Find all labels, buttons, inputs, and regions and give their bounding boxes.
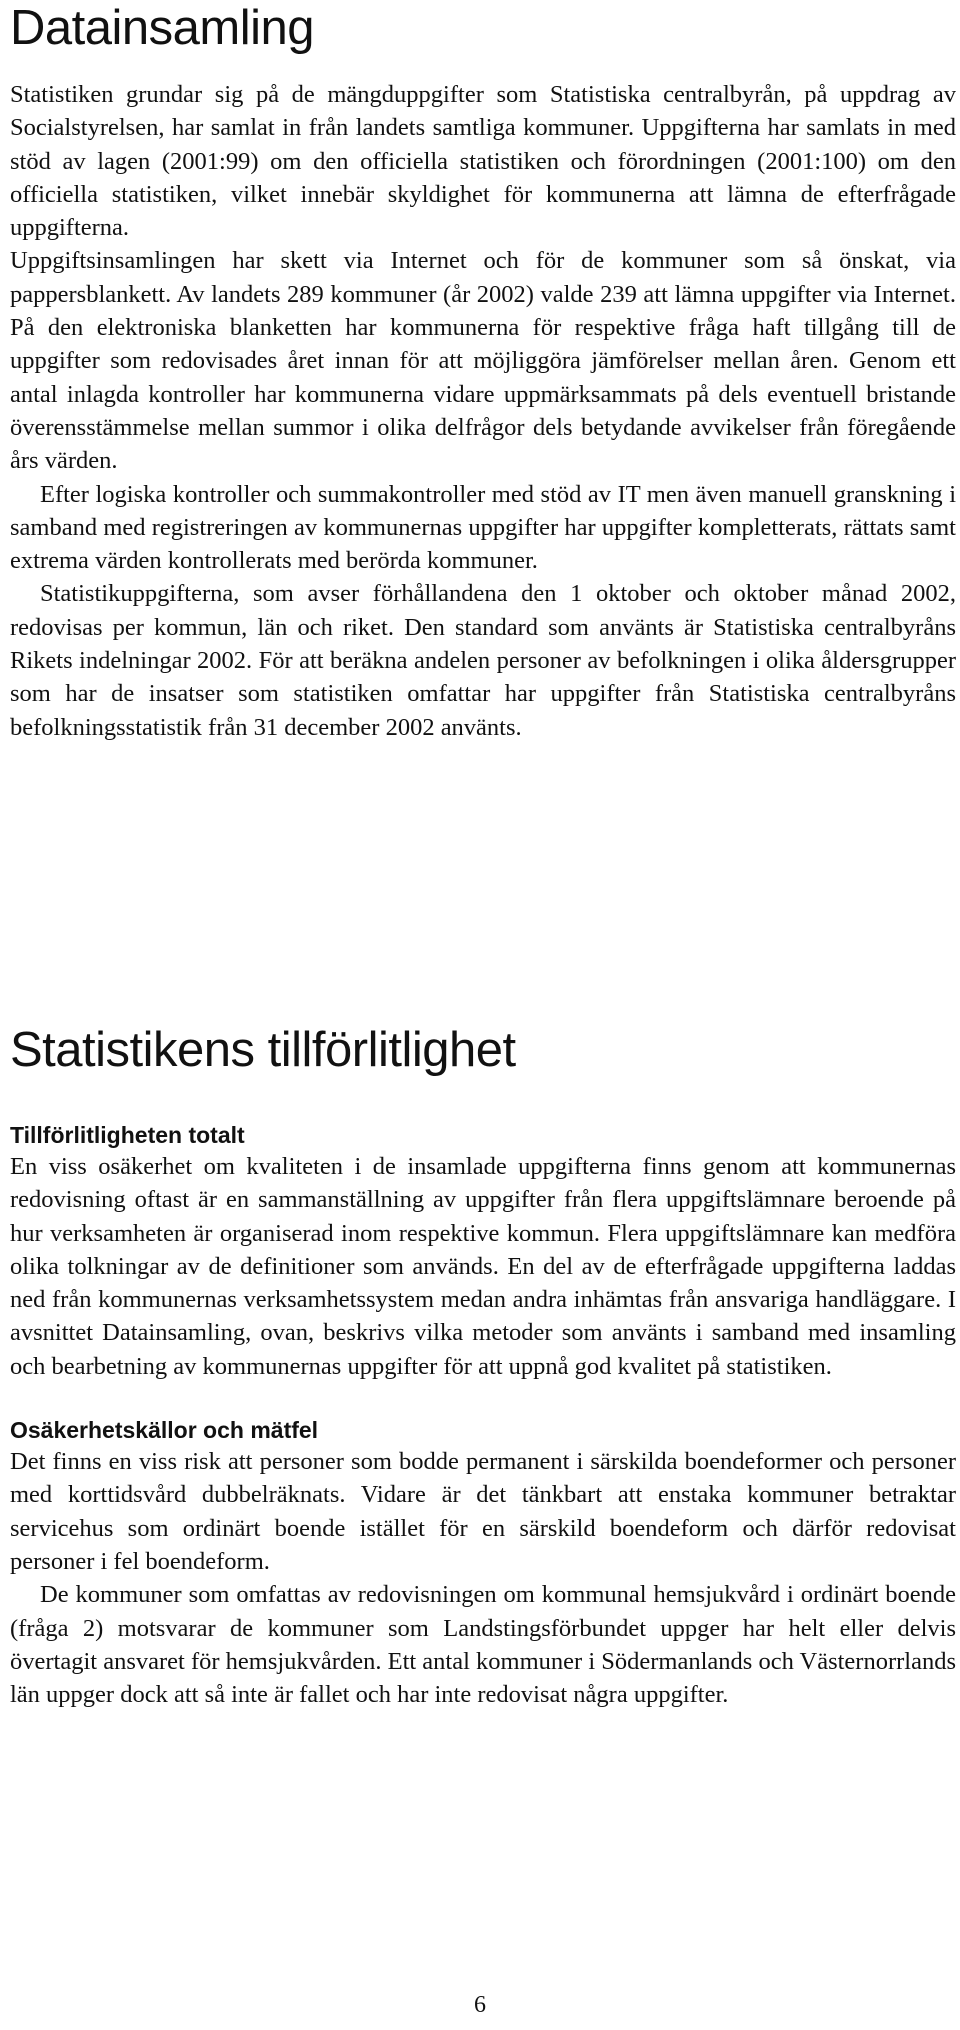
paragraph: Efter logiska kontroller och summakontroller med stöd av IT men även manuell granskning i samband med registreringen av kommunernas uppgifter har uppgifter kompletterats, rättats samt extrema värden kontrollerats med berörda kommuner. [10, 480, 956, 575]
paragraph: Det finns en viss risk att personer som bodde permanent i särskilda boendeformer och personer med korttidsvård dubbelräknats. Vidare är det tänkbart att enstaka kommuner betraktar servicehus som ordinärt boende istället för en särskild boendeform och därför redovisat personer i fel boendeform. [10, 1448, 956, 1575]
paragraph: Uppgiftsinsamlingen har skett via Internet och för de kommuner som så önskat, via pappersblankett. Av landets 289 kommuner (år 2002) valde 239 att lämna uppgifter via Internet. På den elektroniska blanketten har kommunerna för respektive fråga haft tillgång till de uppgifter som redovisades året innan för att möjliggöra jämförelser mellan åren. Genom ett antal inlagda kontroller har kommunerna vidare uppmärksammats på dels eventuell bristande överensstämmelse mellan summor i olika delfrågor dels betydande avvikelser från föregående års värden. [10, 247, 956, 475]
section-title: Statistikens tillförlitlighet [10, 1023, 516, 1077]
subsection-heading: Tillförlitligheten totalt [10, 1122, 245, 1148]
section-tillforlitlighet [10, 1022, 956, 1711]
paragraph: En viss osäkerhet om kvaliteten i de insamlade uppgifterna finns genom att kommunernas redovisning oftast är en sammanställning av uppgifter från flera uppgiftslämnare beroende på hur verksamheten är organiserad inom respektive kommun. Flera uppgiftslämnare kan medföra olika tolkningar av de definitioner som används. En del av de efterfrågade uppgifterna laddas ned från kommunernas verksamhetssystem medan andra inhämtas från ansvariga handläggare. I avsnittet Datainsamling, ovan, beskrivs vilka metoder som använts i samband med insamling och bearbetning av kommunernas uppgifter för att uppnå god kvalitet på statistiken. [10, 1153, 956, 1380]
page-number: 6 [474, 1992, 486, 2018]
subsection-heading: Osäkerhetskällor och mätfel [10, 1417, 319, 1444]
paragraph: Statistiken grundar sig på de mängduppgifter som Statistiska centralbyrån, på uppdrag av Socialstyrelsen, har samlat in från landets samtliga kommuner. Uppgifterna har samlats in med stöd av lagen (2001:99) om den officiella statistiken och förordningen (2001:100) om den officiella statistiken, vilket innebär skyldighet för kommunerna att lämna de efterfrågade uppgifterna. [10, 81, 956, 242]
page-title: Datainsamling [10, 1, 314, 55]
section-datainsamling [10, 0, 956, 744]
paragraph: Statistikuppgifterna, som avser förhållandena den 1 oktober och oktober månad 2002, redovisas per kommun, län och riket. Den standard som använts är Statistiska centralbyråns Rikets indelningar 2002. För att beräkna andelen personer av befolkningen i olika åldersgrupper som har de insatser som statistiken omfattar har uppgifter från Statistiska centralbyråns befolkningsstatistik från 31 december 2002 använts. [10, 580, 956, 741]
paragraph: De kommuner som omfattas av redovisningen om kommunal hemsjukvård i ordinärt boende (fråga 2) motsvarar de kommuner som Landstingsförbundet uppger har helt eller delvis övertagit ansvaret för hemsjukvården. Ett antal kommuner i Södermanlands och Västernorrlands län uppger dock att så inte är fallet och har inte redovisat några uppgifter. [10, 1581, 956, 1709]
